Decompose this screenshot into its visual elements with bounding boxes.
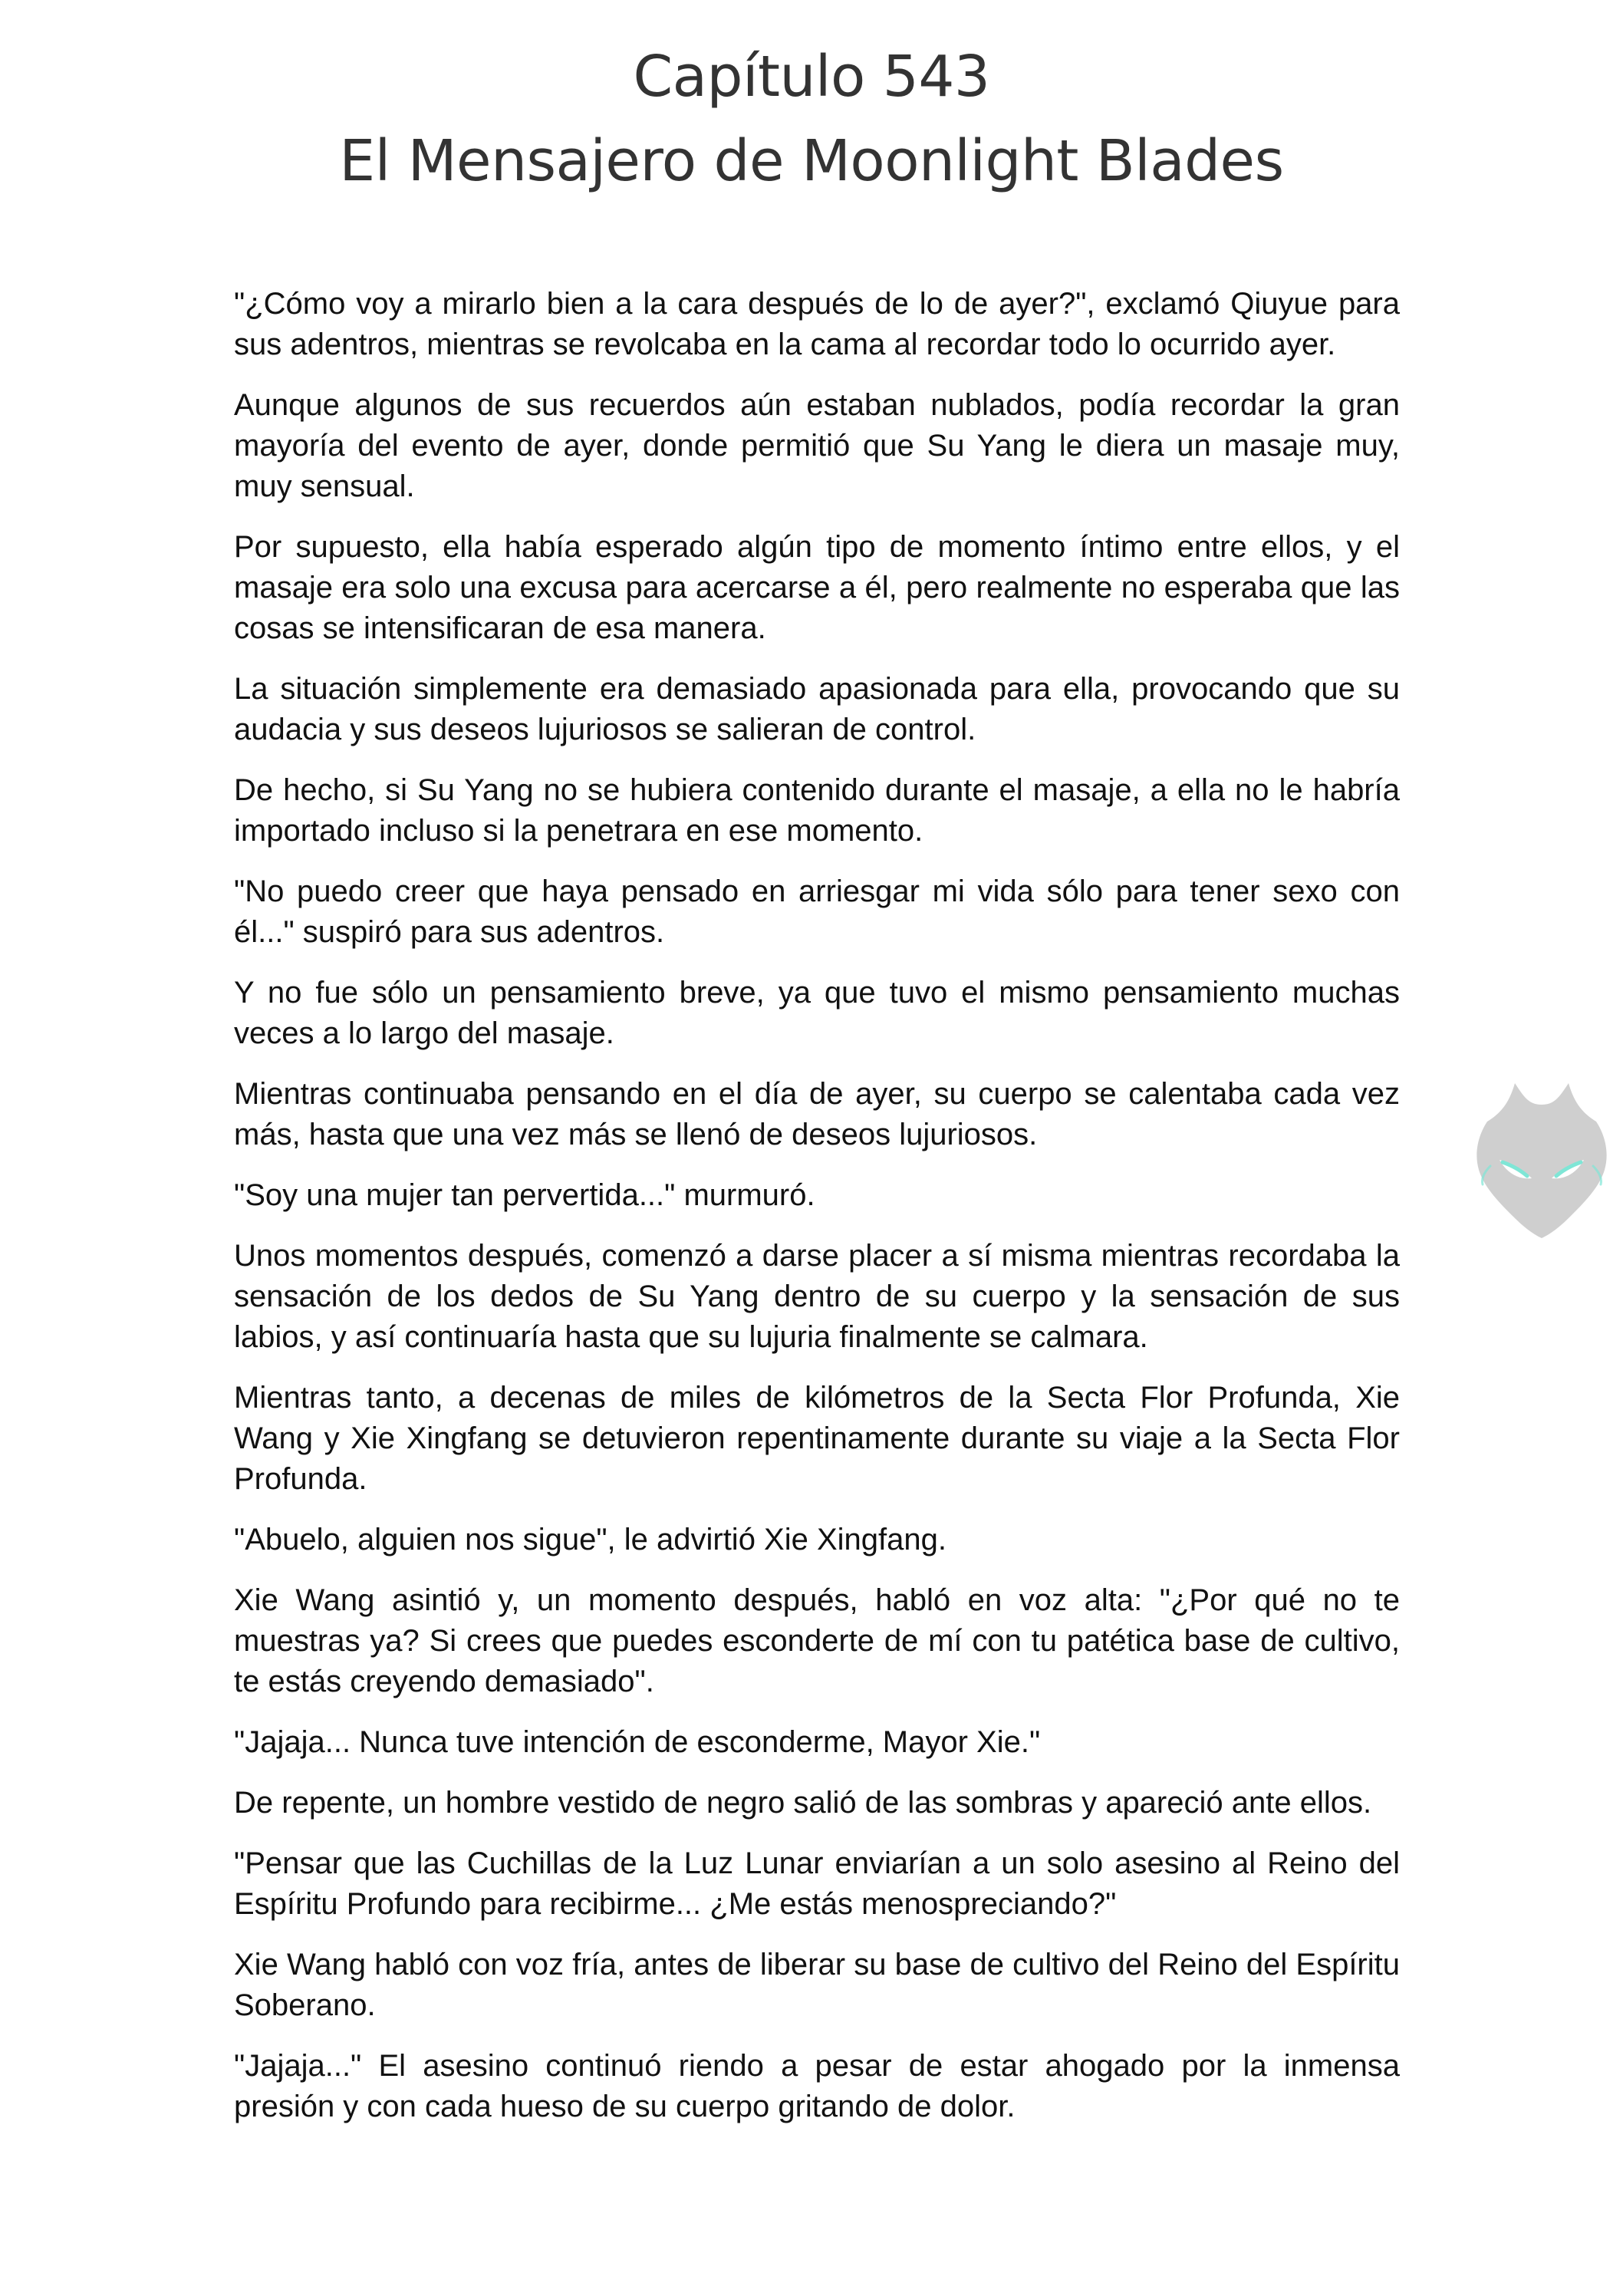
paragraph: "Jajaja..." El asesino continuó riendo a pesar de estar ahogado por la inmensa presión y con cada hueso de su cuerpo gritando de dolor. xyxy=(234,2049,1400,2123)
paragraph: Y no fue sólo un pensamiento breve, ya que tuvo el mismo pensamiento muchas veces a lo largo del masaje. xyxy=(234,976,1400,1050)
paragraph: "Abuelo, alguien nos sigue", le advirtió Xie Xingfang. xyxy=(234,1523,947,1556)
paragraph: Mientras tanto, a decenas de miles de kilómetros de la Secta Flor Profunda, Xie Wang y Xie Xingfang se detuvieron repentinamente durante su viaje a la Secta Flor Profunda. xyxy=(234,1381,1400,1496)
paragraph: "Pensar que las Cuchillas de la Luz Lunar enviarían a un solo asesino al Reino del Espíritu Profundo para recibirme... ¿Me estás menospreciando?" xyxy=(234,1846,1400,1921)
paragraph: "Jajaja... Nunca tuve intención de esconderme, Mayor Xie." xyxy=(234,1725,1041,1759)
chapter-title: El Mensajero de Moonlight Blades xyxy=(339,128,1284,194)
paragraph: De hecho, si Su Yang no se hubiera contenido durante el masaje, a ella no le habría importado incluso si la penetrara en ese momento. xyxy=(234,773,1400,848)
paragraph: "No puedo creer que haya pensado en arriesgar mi vida sólo para tener sexo con él..." suspiró para sus adentros. xyxy=(234,875,1400,949)
chapter-body xyxy=(234,284,1400,2147)
paragraph: Por supuesto, ella había esperado algún tipo de momento íntimo entre ellos, y el masaje era solo una excusa para acercarse a él, pero realmente no esperaba que las cosas se intensificaran de esa manera. xyxy=(234,530,1400,645)
chapter-heading xyxy=(0,35,1623,203)
paragraph: Aunque algunos de sus recuerdos aún estaban nublados, podía recordar la gran mayoría del evento de ayer, donde permitió que Su Yang le diera un masaje muy, muy sensual. xyxy=(234,388,1400,503)
paragraph: Xie Wang asintió y, un momento después, habló en voz alta: "¿Por qué no te muestras ya? Si crees que puedes esconderte de mí con tu patética base de cultivo, te estás creyendo demasiado". xyxy=(234,1583,1400,1698)
paragraph: De repente, un hombre vestido de negro salió de las sombras y apareció ante ellos. xyxy=(234,1786,1372,1820)
paragraph: Xie Wang habló con voz fría, antes de liberar su base de cultivo del Reino del Espíritu Soberano. xyxy=(234,1948,1400,2022)
paragraph: "¿Cómo voy a mirarlo bien a la cara después de lo de ayer?", exclamó Qiuyue para sus adentros, mientras se revolcaba en la cama al recordar todo lo ocurrido ayer. xyxy=(234,287,1400,361)
paragraph: La situación simplemente era demasiado apasionada para ella, provocando que su audacia y sus deseos lujuriosos se salieran de control. xyxy=(234,672,1400,746)
paragraph: "Soy una mujer tan pervertida..." murmuró. xyxy=(234,1178,815,1212)
demon-head-logo-icon xyxy=(1469,1074,1615,1243)
chapter-number: Capítulo 543 xyxy=(633,44,990,110)
paragraph: Unos momentos después, comenzó a darse placer a sí misma mientras recordaba la sensación de los dedos de Su Yang dentro de su cuerpo y la sensación de sus labios, y así continuaría hasta que su lujuria finalmente se calmara. xyxy=(234,1239,1400,1354)
paragraph: Mientras continuaba pensando en el día de ayer, su cuerpo se calentaba cada vez más, hasta que una vez más se llenó de deseos lujuriosos. xyxy=(234,1077,1400,1151)
